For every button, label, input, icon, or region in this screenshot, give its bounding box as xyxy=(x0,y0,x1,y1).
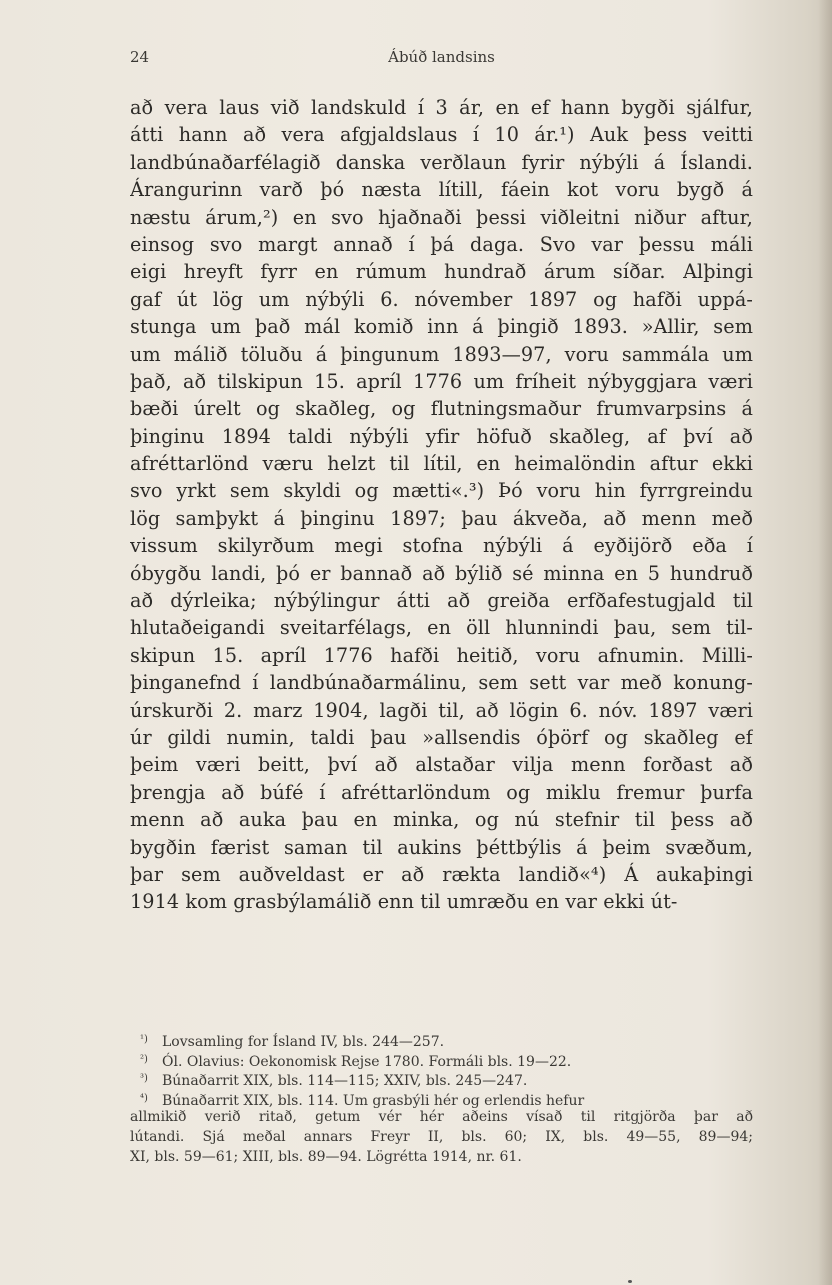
body-text xyxy=(130,94,753,916)
text-line: úrskurði 2. marz 1904, lagði til, að lögin 6. nóv. 1897 væri xyxy=(130,698,753,722)
footnote-mark: ³) xyxy=(140,1073,148,1085)
page-number: 24 xyxy=(130,48,150,66)
text-line: átti hann að vera afgjaldslaus í 10 ár.¹) Auk þess veitti xyxy=(130,123,753,147)
footnotes xyxy=(130,1030,753,1167)
text-line: menn að auka þau en minka, og nú stefnir til þess að xyxy=(130,808,753,832)
footnote-continuation: allmikið verið ritað, getum vér hér aðeins vísað til ritgjörða þar að xyxy=(130,1109,753,1126)
text-line: afréttarlönd væru helzt til lítil, en heimalöndin aftur ekki xyxy=(130,452,753,476)
text-line: lög samþykt á þinginu 1897; þau ákveða, að menn með xyxy=(130,506,753,530)
page-edge-shadow xyxy=(818,0,832,1285)
footnote xyxy=(130,1089,753,1109)
text-line: að vera laus við landskuld í 3 ár, en ef hann bygði sjálfur, xyxy=(130,96,753,119)
footnote-mark: ⁴) xyxy=(140,1092,148,1104)
footnote xyxy=(130,1030,753,1050)
text-line: bygðin færist saman til aukins þéttbýlis á þeim svæðum, xyxy=(130,835,753,859)
text-line: landbúnaðarfélagið danska verðlaun fyrir nýbýli á Íslandi. xyxy=(130,150,753,174)
text-line: að dýrleika; nýbýlingur átti að greiða erfðafestugjald til xyxy=(130,589,753,613)
text-line: stunga um það mál komið inn á þingið 1893. »Allir, sem xyxy=(130,315,753,339)
text-line: úr gildi numin, taldi þau »allsendis óþörf og skaðleg ef xyxy=(130,725,753,749)
text-line: vissum skilyrðum megi stofna nýbýli á eyðijörð eða í xyxy=(130,534,753,558)
footnote-text: Búnaðarrit XIX, bls. 114—115; XXIV, bls. 245—247. xyxy=(162,1073,528,1089)
text-line: þinganefnd í landbúnaðarmálinu, sem sett var með konung- xyxy=(130,671,753,695)
text-line: óbygðu landi, þó er bannað að býlið sé minna en 5 hundruð xyxy=(130,561,753,585)
text-line: einsog svo margt annað í þá daga. Svo var þessu máli xyxy=(130,232,753,256)
footnote xyxy=(130,1069,753,1089)
text-line: þeim væri beitt, því að alstaðar vilja menn forðast að xyxy=(130,753,753,777)
text-line: svo yrkt sem skyldi og mætti«.³) Þó voru hin fyrrgreindu xyxy=(130,479,753,503)
footnote-continuation: XI, bls. 59—61; XIII, bls. 89—94. Lögrétta 1914, nr. 61. xyxy=(130,1148,522,1165)
text-line: eigi hreyft fyrr en rúmum hundrað árum síðar. Alþingi xyxy=(130,260,753,284)
running-title: Ábúð landsins xyxy=(388,48,495,66)
footnote-text: Ól. Olavius: Oekonomisk Rejse 1780. Formáli bls. 19—22. xyxy=(162,1053,572,1070)
text-line: þar sem auðveldast er að rækta landið«⁴) Á aukaþingi xyxy=(130,862,753,886)
text-line: þinginu 1894 taldi nýbýli yfir höfuð skaðleg, af því að xyxy=(130,424,753,448)
text-line: næstu árum,²) en svo hjaðnaði þessi viðleitni niður aftur, xyxy=(130,205,753,229)
footnote-text: Lovsamling for Ísland IV, bls. 244—257. xyxy=(162,1034,445,1050)
footnote-continuation: lútandi. Sjá meðal annars Freyr II, bls. 60; IX, bls. 49—55, 89—94; xyxy=(130,1128,753,1145)
text-line: það, að tilskipun 15. apríl 1776 um fríheit nýbyggjara væri xyxy=(130,369,753,393)
text-line: 1914 kom grasbýlamálið enn til umræðu en var ekki út- xyxy=(130,890,678,914)
footnote-mark: ¹) xyxy=(140,1034,148,1045)
text-line: skipun 15. apríl 1776 hafði heitið, voru afnumin. Milli- xyxy=(130,643,753,667)
footnote xyxy=(130,1050,753,1070)
footnote-text: Búnaðarrit XIX, bls. 114. Um grasbýli hér og erlendis hefur xyxy=(162,1092,585,1109)
text-line: bæði úrelt og skaðleg, og flutningsmaður frumvarpsins á xyxy=(130,397,753,421)
text-line: hlutaðeigandi sveitarfélags, en öll hlunnindi þau, sem til- xyxy=(130,616,753,640)
text-line: um málið töluðu á þingunum 1893—97, voru sammála um xyxy=(130,342,753,366)
text-line: gaf út lög um nýbýli 6. nóvember 1897 og hafði uppá- xyxy=(130,287,753,311)
footnote-mark: ²) xyxy=(140,1053,148,1065)
page-header xyxy=(130,48,753,72)
text-line: þrengja að búfé í afréttarlöndum og miklu fremur þurfa xyxy=(130,780,753,804)
ink-speck xyxy=(628,1280,632,1283)
text-line: Árangurinn varð þó næsta lítill, fáein kot voru bygð á xyxy=(130,178,753,202)
